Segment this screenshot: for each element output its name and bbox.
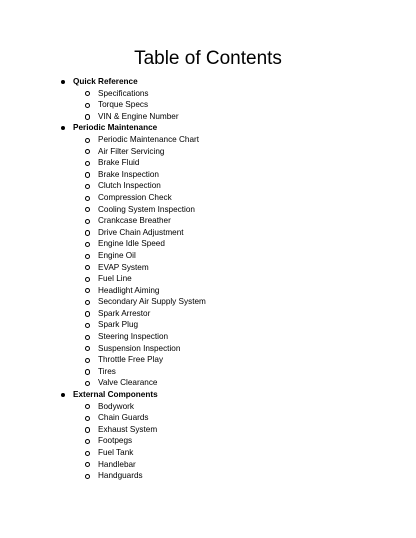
hollow-circle-bullet-icon xyxy=(85,91,90,96)
toc-section-heading[interactable] xyxy=(0,122,416,134)
toc-subsection-list xyxy=(0,401,416,482)
toc-item-label: Chain Guards xyxy=(98,413,149,423)
hollow-circle-bullet-icon xyxy=(85,172,90,177)
table-of-contents xyxy=(0,76,416,482)
hollow-circle-bullet-icon xyxy=(85,184,90,189)
hollow-circle-bullet-icon xyxy=(85,300,90,305)
toc-item-label: Suspension Inspection xyxy=(98,343,181,353)
hollow-circle-bullet-icon xyxy=(85,369,90,374)
toc-item[interactable] xyxy=(0,227,416,239)
toc-item-label: Spark Arrestor xyxy=(98,308,151,318)
toc-section xyxy=(0,389,416,482)
toc-item[interactable] xyxy=(0,435,416,447)
hollow-circle-bullet-icon xyxy=(85,462,90,467)
hollow-circle-bullet-icon xyxy=(85,161,90,166)
hollow-circle-bullet-icon xyxy=(85,138,90,143)
bullet-icon xyxy=(61,393,65,397)
toc-item[interactable] xyxy=(0,273,416,285)
toc-item[interactable] xyxy=(0,215,416,227)
bullet-icon xyxy=(61,126,65,130)
hollow-circle-bullet-icon xyxy=(85,288,90,293)
toc-item-label: Air Filter Servicing xyxy=(98,146,165,156)
hollow-circle-bullet-icon xyxy=(85,207,90,212)
hollow-circle-bullet-icon xyxy=(85,451,90,456)
toc-item[interactable] xyxy=(0,192,416,204)
toc-item[interactable] xyxy=(0,331,416,343)
hollow-circle-bullet-icon xyxy=(85,346,90,351)
hollow-circle-bullet-icon xyxy=(85,311,90,316)
hollow-circle-bullet-icon xyxy=(85,254,90,259)
toc-item[interactable] xyxy=(0,366,416,378)
toc-section xyxy=(0,122,416,389)
toc-item[interactable] xyxy=(0,262,416,274)
hollow-circle-bullet-icon xyxy=(85,196,90,201)
toc-item[interactable] xyxy=(0,134,416,146)
toc-item[interactable] xyxy=(0,180,416,192)
toc-item[interactable] xyxy=(0,377,416,389)
hollow-circle-bullet-icon xyxy=(85,427,90,432)
hollow-circle-bullet-icon xyxy=(85,219,90,224)
toc-item[interactable] xyxy=(0,401,416,413)
toc-subsection-list xyxy=(0,134,416,389)
toc-item[interactable] xyxy=(0,204,416,216)
hollow-circle-bullet-icon xyxy=(85,439,90,444)
hollow-circle-bullet-icon xyxy=(85,323,90,328)
toc-item-label: Engine Oil xyxy=(98,250,136,260)
toc-section-label: Periodic Maintenance xyxy=(73,123,158,133)
toc-item-label: Spark Plug xyxy=(98,320,139,330)
toc-item-label: Valve Clearance xyxy=(98,378,158,388)
toc-item[interactable] xyxy=(0,157,416,169)
hollow-circle-bullet-icon xyxy=(85,103,90,108)
toc-item-label: Crankcase Breather xyxy=(98,216,171,226)
toc-item-label: Handguards xyxy=(98,471,143,481)
toc-item-label: Secondary Air Supply System xyxy=(98,297,206,307)
toc-item[interactable] xyxy=(0,354,416,366)
toc-item[interactable] xyxy=(0,319,416,331)
toc-item-label: Handlebar xyxy=(98,459,136,469)
toc-section xyxy=(0,76,416,122)
toc-item-label: Drive Chain Adjustment xyxy=(98,227,184,237)
toc-subsection-list xyxy=(0,88,416,123)
toc-item[interactable] xyxy=(0,424,416,436)
toc-item[interactable] xyxy=(0,99,416,111)
toc-section-heading[interactable] xyxy=(0,389,416,401)
toc-item-label: Exhaust System xyxy=(98,424,158,434)
toc-item-label: Headlight Aiming xyxy=(98,285,160,295)
toc-item-label: Bodywork xyxy=(98,401,134,411)
toc-item-label: Throttle Free Play xyxy=(98,355,164,365)
hollow-circle-bullet-icon xyxy=(85,404,90,409)
hollow-circle-bullet-icon xyxy=(85,265,90,270)
toc-item[interactable] xyxy=(0,412,416,424)
toc-item-label: Clutch Inspection xyxy=(98,181,161,191)
toc-item[interactable] xyxy=(0,296,416,308)
toc-item[interactable] xyxy=(0,238,416,250)
hollow-circle-bullet-icon xyxy=(85,230,90,235)
toc-item-label: Cooling System Inspection xyxy=(98,204,195,214)
toc-item-label: Steering Inspection xyxy=(98,332,169,342)
toc-item[interactable] xyxy=(0,169,416,181)
page-title: Table of Contents xyxy=(134,48,282,69)
toc-item[interactable] xyxy=(0,343,416,355)
toc-item-label: Brake Fluid xyxy=(98,158,140,168)
toc-item[interactable] xyxy=(0,250,416,262)
toc-item[interactable] xyxy=(0,285,416,297)
toc-item-label: Periodic Maintenance Chart xyxy=(98,134,200,144)
hollow-circle-bullet-icon xyxy=(85,242,90,247)
toc-item[interactable] xyxy=(0,447,416,459)
hollow-circle-bullet-icon xyxy=(85,474,90,479)
toc-item-label: Footpegs xyxy=(98,436,133,446)
toc-item[interactable] xyxy=(0,459,416,471)
toc-item-label: Tires xyxy=(98,366,116,376)
toc-item-label: Fuel Tank xyxy=(98,448,134,457)
hollow-circle-bullet-icon xyxy=(85,416,90,421)
toc-section-heading[interactable] xyxy=(0,76,416,88)
toc-item-label: EVAP System xyxy=(98,262,149,272)
hollow-circle-bullet-icon xyxy=(85,149,90,154)
toc-item[interactable] xyxy=(0,146,416,158)
toc-item-label: Fuel Line xyxy=(98,274,132,284)
bullet-icon xyxy=(61,80,65,84)
hollow-circle-bullet-icon xyxy=(85,277,90,282)
toc-item-label: VIN & Engine Number xyxy=(98,111,179,121)
hollow-circle-bullet-icon xyxy=(85,381,90,386)
toc-item-label: Torque Specs xyxy=(98,100,149,110)
toc-item[interactable] xyxy=(0,88,416,100)
hollow-circle-bullet-icon xyxy=(85,358,90,363)
hollow-circle-bullet-icon xyxy=(85,335,90,340)
hollow-circle-bullet-icon xyxy=(85,114,90,119)
toc-item-label: Compression Check xyxy=(98,192,172,202)
toc-item-label: Specifications xyxy=(98,88,149,98)
toc-item-label: Engine Idle Speed xyxy=(98,239,165,249)
toc-section-label: Quick Reference xyxy=(73,77,138,86)
toc-item[interactable] xyxy=(0,470,416,482)
toc-section-label: External Components xyxy=(73,390,158,400)
toc-item[interactable] xyxy=(0,308,416,320)
toc-item-label: Brake Inspection xyxy=(98,169,159,179)
toc-item[interactable] xyxy=(0,111,416,123)
